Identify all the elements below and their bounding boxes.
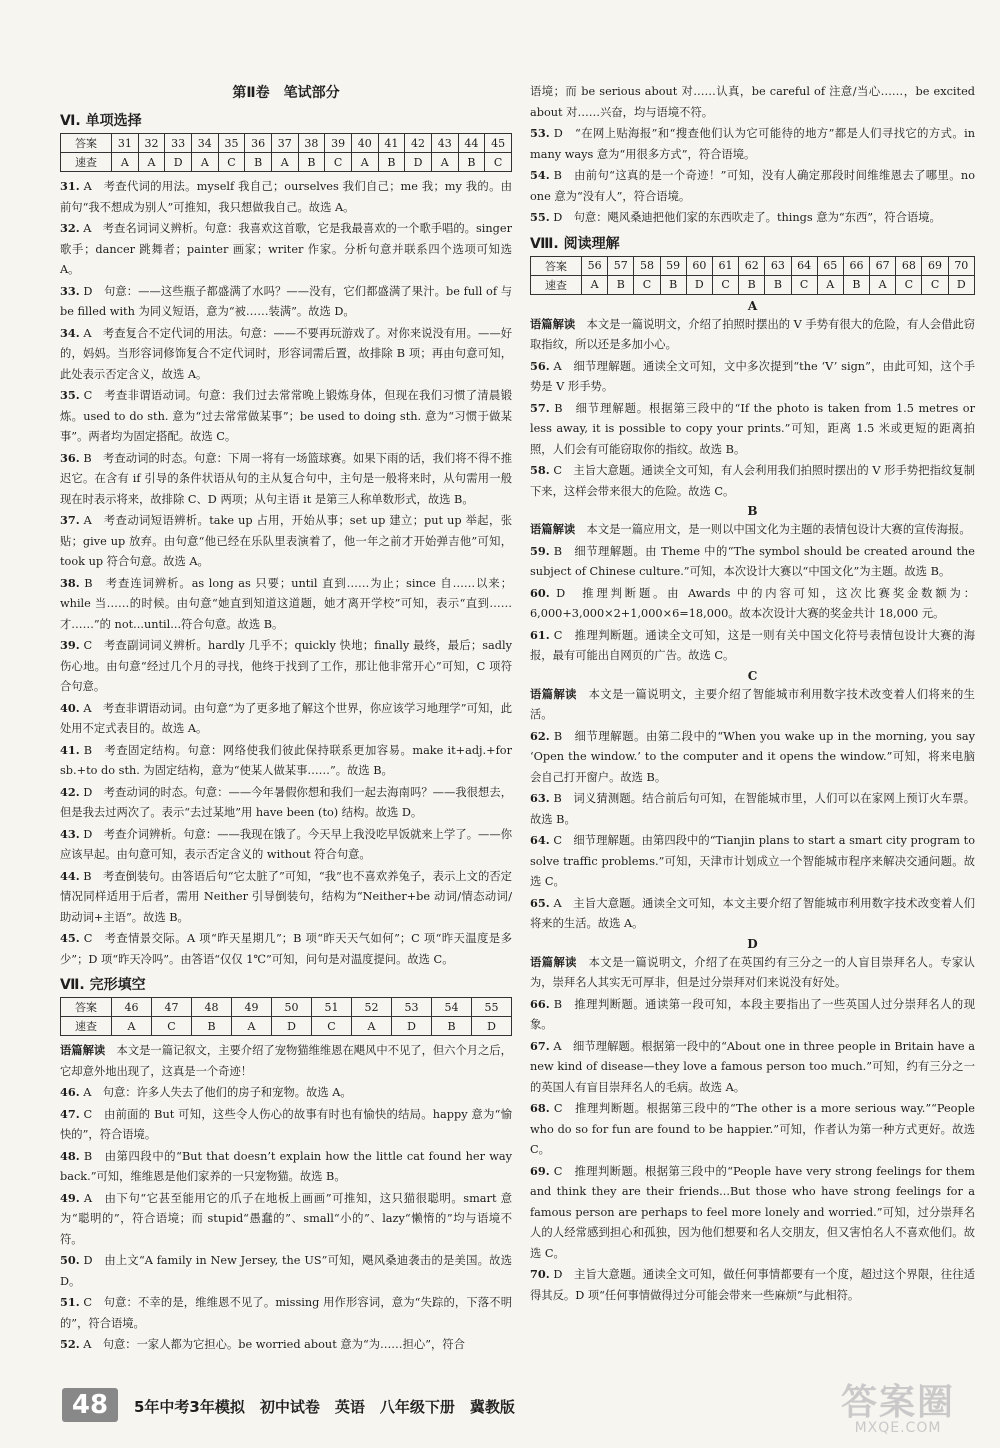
question-number: 31. — [60, 179, 80, 193]
answer-letter-cell: A — [352, 1017, 392, 1036]
explanation-text: C 考查副词词义辨析。hardly 几乎不；quickly 快地；finally 最终，最后；sadly 伤心地。由句意“经过几个月的寻找，他终于找到了工作，那让他非常开心”可知，C 项符合句意。 — [60, 639, 512, 693]
explanation-text: C 推理判断题。根据第三段中的“People have very strong feelings for them and think they are their friends...But those who have strong feelings for a famous person are perhaps to feel more lonely and worried.”可知，过分崇拜名人的人经常感到担心和孤独，因为他们想要和名人交朋友，但又害怕名人不喜欢他们。故选 C。 — [530, 1164, 975, 1260]
answer-number-cell: 60 — [686, 256, 712, 275]
question-number: 69. — [530, 1163, 550, 1178]
intro-text: 本文是一篇记叙文，主要介绍了宠物猫维维恩在飓风中不见了，但六个月之后，它却意外地出现了，这真是一个奇迹！ — [60, 1044, 512, 1078]
question-number: 49. — [60, 1190, 80, 1205]
question-number: 48. — [60, 1148, 80, 1163]
intro-text: 本文是一篇应用文，是一则以中国文化为主题的表情包设计大赛的宣传海报。 — [586, 523, 971, 536]
explanation-text: C 推理判断题。根据第三段中的“The other is a more serious way.”“People who do so for fun are found to be happier.”可知，作者认为第一种方式更好。故选 C。 — [530, 1102, 975, 1156]
answer-letter-cell: A — [232, 1017, 272, 1036]
answer-explanation — [530, 398, 975, 461]
explanation-text: D 由上文“A family in New Jersey, the US”可知，飓风桑迪袭击的是美国。故选 D。 — [60, 1254, 513, 1288]
answer-number-cell: 64 — [791, 256, 817, 275]
explanation-text: D 主旨大意题。通读全文可知，做任何事情都要有一个度，超过这个界限，往往适得其反。D 项“任何事情做得过分可能会带来一些麻烦”与此相符。 — [530, 1268, 976, 1302]
intro-label: 语篇解读 — [530, 522, 576, 536]
question-number: 67. — [530, 1038, 550, 1053]
passage-items — [530, 356, 975, 503]
answer-explanation — [60, 385, 512, 448]
answer-letter-cell: D — [686, 275, 712, 294]
answer-letter-cell: A — [138, 153, 165, 172]
section-6-title: Ⅵ. 单项选择 — [60, 113, 142, 129]
explanation-text: A 考查非谓语动词。由句意“为了更多地了解这个世界，你应该学习地理学”可知，此处用不定式表目的。故选 A。 — [60, 701, 512, 735]
answer-letter-cell: A — [351, 153, 378, 172]
answer-number-cell: 62 — [739, 256, 765, 275]
answer-number-cell: 54 — [432, 998, 472, 1017]
answer-explanation — [60, 1292, 512, 1334]
answer-number-cell: 36 — [245, 134, 272, 153]
question-number: 53. — [530, 126, 550, 140]
explanation-text: B 细节理解题。根据第三段中的“If the photo is taken from 1.5 metres or less away, it is possible to copy your prints.”可知，距离 1.5 米或更短的距离拍照，人们会有可能窃取你的指纹。故选 B。 — [530, 401, 975, 456]
answer-explanation — [60, 1146, 512, 1188]
explanation-text: A 考查动词短语辨析。take up 占用，开始从事；set up 建立；put up 举起，张贴；give up 放弃。由句意“他已经在乐队里表演着了，他一年之前才开始弹吉他”可知，took up 符合句意。故选 A。 — [60, 514, 512, 568]
answer-number-cell: 44 — [458, 134, 485, 153]
answer-table-8 — [530, 256, 975, 295]
explanation-text: B 考查倒装句。由答语后句“它太脏了”可知，“我”也不喜欢养兔子，表示上文的否定情况同样适用于后者，需用 Neither 引导倒装句，结构为“Neither+be 动词/情态动词/助动词+主语”。故选 B。 — [60, 869, 512, 924]
answer-letter-cell: B — [739, 275, 765, 294]
answer-letter-cell: D — [272, 1017, 312, 1036]
answer-number-cell: 46 — [112, 998, 152, 1017]
answer-number-cell: 55 — [472, 998, 512, 1017]
intro-text: 本文是一篇说明文，介绍了在英国约有三分之一的人盲目崇拜名人。专家认为，崇拜名人其实无可厚非，但是过分崇拜对们来说没有好处。 — [530, 955, 975, 989]
answer-table-6 — [60, 133, 512, 172]
watermark-logo — [822, 1382, 974, 1438]
answer-number-cell: 35 — [218, 134, 245, 153]
section-7-title: Ⅶ. 完形填空 — [60, 977, 146, 993]
explanation-text: A 主旨大意题。通读全文可知，本文主要介绍了智能城市利用数字技术改变着人们将来的生活。故选 A。 — [530, 896, 975, 930]
section-8-title: Ⅷ. 阅读理解 — [530, 235, 620, 252]
answer-letter-cell: B — [660, 275, 686, 294]
answer-letter-cell: B — [843, 275, 869, 294]
answer-explanation — [530, 123, 975, 165]
watermark-url: MXQE.COM — [854, 1420, 942, 1436]
answer-number-cell: 34 — [191, 134, 218, 153]
passage-intro — [530, 684, 975, 726]
question-number: 47. — [60, 1106, 80, 1121]
answer-explanation — [530, 207, 975, 229]
intro-label: 语篇解读 — [530, 316, 576, 331]
explanation-text: A 由下句“它甚至能用它的爪子在地板上画画”可推知，这只猫很聪明。smart 意为“聪明的”，符合语境；而 stupid“愚蠢的”、small“小的”、lazy“懒惰的”均与语境不符。 — [60, 1191, 512, 1246]
question-number: 65. — [530, 895, 550, 910]
answer-explanation — [530, 165, 975, 207]
explanation-text: B 细节理解题。由第二段中的“When you wake up in the morning, you say ‘Open the window.’ to the computer and it opens the window.”可知，将来电脑会自己打开窗户。故选 B。 — [530, 729, 975, 784]
answer-number-cell: 43 — [431, 134, 458, 153]
answer-letter-cell: C — [218, 153, 245, 172]
right-column — [530, 82, 975, 1306]
answer-explanation — [530, 726, 975, 789]
intro-label: 语篇解读 — [530, 686, 577, 701]
explanation-text: D 推理判断题。由 Awards 中的内容可知，这次比赛奖金数额为：6,000+3,000×2+1,000×6=18,000。故本次设计大赛的奖金共计 18,000 元。 — [530, 586, 976, 620]
answer-letter-cell: C — [634, 275, 660, 294]
explanation-text: D 考查动词的时态。句意：——今年暑假你想和我们一起去海南吗？——我很想去，但是我去过两次了。表示“去过某地”用 have been (to) 结构。故选 D。 — [60, 785, 512, 819]
answer-letter-cell: B — [432, 1017, 472, 1036]
explanation-text: B 推理判断题。通读第一段可知，本段主要指出了一些英国人过分崇拜名人的现象。 — [530, 997, 975, 1031]
question-number: 62. — [530, 728, 550, 743]
answer-explanation — [60, 323, 512, 386]
question-number: 44. — [60, 868, 80, 883]
intro-text: 本文是一篇说明文，介绍了拍照时摆出的 V 手势有很大的危险，有人会借此窃取指纹，所以还是多加小心。 — [530, 317, 975, 351]
answer-explanation — [60, 176, 512, 218]
answer-letter-cell: B — [378, 153, 405, 172]
answer-letter-cell: D — [948, 275, 974, 294]
answer-letter-cell: B — [298, 153, 325, 172]
answer-letter-cell: B — [458, 153, 485, 172]
answer-letter-cell: C — [922, 275, 948, 294]
answer-letter-cell: A — [582, 275, 608, 294]
explanation-text: D 考查介词辨析。句意：——我现在饿了。今天早上我没吃早饭就来上学了。——你应该早起。由句意可知，表示否定含义的 without 符合句意。 — [60, 827, 512, 861]
explanation-text: B 考查固定结构。句意：网络使我们彼此保持联系更加容易。make it+adj.+for sb.+to do sth. 为固定结构，意为“使某人做某事……”。故选 B。 — [60, 743, 512, 777]
question-number: 64. — [530, 833, 550, 847]
answer-number-cell: 51 — [312, 998, 352, 1017]
answer-explanation — [60, 1250, 512, 1292]
answer-letter-cell: A — [431, 153, 458, 172]
answer-explanation — [530, 788, 975, 830]
intro-label: 语篇解读 — [530, 954, 577, 969]
answer-table-7 — [60, 997, 512, 1036]
question-number: 36. — [60, 450, 80, 465]
question-number: 38. — [60, 575, 80, 590]
answer-number-cell: 37 — [271, 134, 298, 153]
answer-explanation — [60, 281, 512, 323]
intro-label: 语篇解读 — [60, 1043, 106, 1057]
question-number: 57. — [530, 400, 550, 415]
answer-letter-cell: C — [896, 275, 922, 294]
question-number: 59. — [530, 543, 550, 558]
question-number: 63. — [530, 791, 550, 805]
explanation-text: D 句意：飓风桑迪把他们家的东西吹走了。things 意为“东西”，符合语境。 — [553, 211, 941, 224]
question-number: 56. — [530, 358, 550, 373]
answer-explanation — [530, 1098, 975, 1161]
question-number: 39. — [60, 638, 80, 652]
answer-number-cell: 31 — [112, 134, 139, 153]
answer-number-cell: 50 — [272, 998, 312, 1017]
explanation-text: C 推理判断题。通读全文可知，这是一则有关中国文化符号表情包设计大赛的海报，最有可能出自网页的广告。故选 C。 — [530, 628, 975, 662]
passage-items — [530, 994, 975, 1307]
intro-text: 本文是一篇说明文，主要介绍了智能城市利用数字技术改变着人们将来的生活。 — [530, 687, 975, 721]
question-number: 46. — [60, 1085, 80, 1099]
cloze-continued-items — [530, 82, 975, 229]
answer-letter-cell: C — [712, 275, 738, 294]
answer-number-cell: 68 — [896, 256, 922, 275]
explanation-text: A 考查代词的用法。myself 我自己；ourselves 我们自己；me 我；my 我的。由前句“我不想成为别人”可推知，我只想做我自己。故选 A。 — [60, 180, 513, 214]
explanation-text: B 由前句“这真的是一个奇迹！”可知，没有人确定那段时间维维恩去了哪里。no one 意为“没有人”，符合语境。 — [530, 169, 975, 203]
explanation-text: B 考查连词辨析。as long as 只要；until 直到……为止；since 自……以来；while 当……的时候。由句意“她直到知道这道题，她才离开学校”可知，表示“直到……才……”的 not...until...符合句意。故选 B。 — [60, 576, 513, 631]
answer-explanation — [60, 1188, 512, 1251]
passage-letter: A — [747, 298, 758, 313]
answer-explanation — [60, 698, 512, 740]
answer-number-cell: 49 — [232, 998, 272, 1017]
explanation-text: B 考查动词的时态。句意：下周一将有一场篮球赛。如果下雨的话，我们将不得不推迟它。在含有 if 引导的条件状语从句的主从复合句中，主句是一般将来时，从句需用一般现在时表示将来，故排除 C、D 两项；从句主语 it 是第三人称单数形式，故选 B。 — [60, 451, 512, 506]
explanation-text: C 考查非谓语动词。句意：我们过去常常晚上锻炼身体，但现在我们习惯了清晨锻炼。used to do sth. 意为“过去常常做某事”；be used to doing sth. 意为“习惯于做某事”。两者均为固定搭配。故选 C。 — [60, 389, 513, 443]
answer-letter-cell: B — [608, 275, 634, 294]
question-number: 58. — [530, 463, 550, 477]
explanation-text: C 由前面的 But 可知，这些令人伤心的故事有时也有愉快的结局。happy 意为“愉快的”，符合语境。 — [60, 1107, 513, 1141]
answer-table-label: 速查 — [531, 275, 582, 294]
question-number: 54. — [530, 168, 550, 182]
answer-table-header: 答案 — [61, 134, 112, 153]
answer-explanation — [60, 782, 512, 824]
answer-explanation — [530, 1264, 975, 1306]
question-number: 32. — [60, 221, 80, 235]
passage-intro — [530, 519, 975, 541]
question-number: 60. — [530, 585, 550, 600]
explanation-text: A 考查名词词义辨析。句意：我喜欢这首歌，它是我最喜欢的一个歌手唱的。singer 歌手；dancer 跳舞者；painter 画家；writer 作家。分析句意并联系四个选项可知选 A。 — [60, 222, 512, 276]
answer-number-cell: 59 — [660, 256, 686, 275]
answer-explanation — [60, 510, 512, 573]
answer-letter-cell: D — [405, 153, 432, 172]
answer-number-cell: 57 — [608, 256, 634, 275]
answer-table-header: 答案 — [531, 256, 582, 275]
answer-explanation — [530, 893, 975, 935]
answer-letter-cell: A — [817, 275, 843, 294]
explanation-text: D “在网上贴海报”和“搜查他们认为它可能待的地方”都是人们寻找它的方式。in many ways 意为“用很多方式”，符合语境。 — [530, 127, 975, 161]
answer-number-cell: 53 — [392, 998, 432, 1017]
explanation-text: B 由第四段中的“But that doesn’t explain how the little cat found her way back.”可知，维维恩是他们家养的一只宠物猫。故选 B。 — [60, 1149, 513, 1183]
answer-explanation — [60, 866, 512, 929]
question-number: 50. — [60, 1253, 80, 1267]
explanation-text: C 句意：不幸的是，维维恩不见了。missing 用作形容词，意为“失踪的，下落不明的”，符合语境。 — [60, 1296, 512, 1330]
answer-explanation — [60, 1082, 512, 1104]
answer-letter-cell: C — [485, 153, 512, 172]
section-7-items — [60, 1082, 512, 1356]
explanation-text: C 细节理解题。由第四段中的“Tianjin plans to start a smart city program to solve traffic problems.”可知，天津市计划成立一个智能城市程序来解决交通问题。故选 C。 — [530, 834, 976, 888]
answer-explanation — [60, 824, 512, 866]
explanation-text: A 细节理解题。根据第一段中的“About one in three people in Britain have a new kind of disease—they love a famous person too much.”可知，约有三分之一的英国人有盲目崇拜名人的毛病。故选 A。 — [530, 1039, 975, 1094]
explanation-text: A 句意：一家人都为它担心。be worried about 意为“为……担心”，符合 — [83, 1338, 465, 1351]
explanation-text: C 考查情景交际。A 项“昨天星期几”；B 项“昨天天气如何”；C 项“昨天温度是多少”；D 项“昨天冷吗”。由答语“仅仅 1℃”可知，问句是对温度提问。故选 C。 — [60, 932, 512, 966]
question-number: 52. — [60, 1337, 80, 1351]
answer-letter-cell: D — [392, 1017, 432, 1036]
question-number: 35. — [60, 388, 80, 402]
answer-letter-cell: C — [152, 1017, 192, 1036]
answer-explanation — [530, 830, 975, 893]
answer-explanation — [530, 82, 975, 123]
question-number: 70. — [530, 1267, 550, 1281]
answer-explanation — [60, 1104, 512, 1146]
answer-explanation — [60, 635, 512, 698]
explanation-text: 语境；而 be serious about 对……认真，be careful of 注意/当心……，be excited about 对……兴奋，均与语境不符。 — [530, 85, 975, 119]
passage-letter: D — [747, 936, 758, 951]
answer-number-cell: 45 — [485, 134, 512, 153]
answer-explanation — [60, 448, 512, 511]
answer-number-cell: 56 — [582, 256, 608, 275]
answer-letter-cell: B — [245, 153, 272, 172]
answer-number-cell: 61 — [712, 256, 738, 275]
question-number: 55. — [530, 210, 550, 224]
answer-letter-cell: B — [192, 1017, 232, 1036]
answer-table-label: 速查 — [61, 1017, 112, 1036]
answer-letter-cell: D — [472, 1017, 512, 1036]
answer-letter-cell: A — [112, 1017, 152, 1036]
question-number: 40. — [60, 700, 80, 715]
answer-explanation — [530, 994, 975, 1036]
question-number: 42. — [60, 784, 80, 799]
question-number: 45. — [60, 931, 80, 945]
answer-number-cell: 39 — [325, 134, 352, 153]
answer-explanation — [60, 928, 512, 970]
passage-items — [530, 726, 975, 935]
question-number: 61. — [530, 627, 550, 642]
answer-number-cell: 40 — [351, 134, 378, 153]
answer-number-cell: 58 — [634, 256, 660, 275]
explanation-text: B 细节理解题。由 Theme 中的“The symbol should be created around the subject of Chinese culture.”可知，本次设计大赛以“中国文化”为主题。故选 B。 — [530, 544, 975, 578]
passage-items — [530, 541, 975, 667]
question-number: 43. — [60, 826, 80, 841]
part-title: 第Ⅱ卷 笔试部分 — [232, 85, 340, 101]
answer-number-cell: 69 — [922, 256, 948, 275]
answer-letter-cell: C — [791, 275, 817, 294]
explanation-text: C 主旨大意题。通读全文可知，有人会利用我们拍照时摆出的 V 形手势把指纹复制下来，这样会带来很大的危险。故选 C。 — [530, 464, 975, 498]
section-6-items — [60, 176, 512, 970]
answer-number-cell: 67 — [870, 256, 896, 275]
question-number: 68. — [530, 1101, 550, 1115]
answer-letter-cell: C — [312, 1017, 352, 1036]
explanation-text: A 考查复合不定代词的用法。句意：——不要再玩游戏了。对你来说没有用。——好的，妈妈。当形容词修饰复合不定代词时，形容词需后置，故排除 B 项；再由句意可知，此处表示否定含义，故选 A。 — [60, 326, 512, 381]
answer-explanation — [530, 1036, 975, 1099]
answer-number-cell: 41 — [378, 134, 405, 153]
answer-number-cell: 63 — [765, 256, 791, 275]
answer-explanation — [530, 1161, 975, 1265]
answer-explanation — [60, 1334, 512, 1356]
answer-table-label: 速查 — [61, 153, 112, 172]
answer-letter-cell: C — [325, 153, 352, 172]
answer-letter-cell: A — [870, 275, 896, 294]
question-number: 66. — [530, 996, 550, 1011]
question-number: 34. — [60, 325, 80, 340]
answer-number-cell: 42 — [405, 134, 432, 153]
answer-letter-cell: A — [112, 153, 139, 172]
answer-number-cell: 38 — [298, 134, 325, 153]
answer-explanation — [530, 625, 975, 667]
question-number: 37. — [60, 513, 80, 527]
answer-letter-cell: B — [765, 275, 791, 294]
answer-explanation — [60, 218, 512, 281]
section-8-passages — [530, 299, 975, 1307]
question-number: 41. — [60, 742, 80, 757]
section-7-intro — [60, 1040, 512, 1082]
answer-number-cell: 66 — [843, 256, 869, 275]
answer-explanation — [530, 356, 975, 398]
answer-number-cell: 48 — [192, 998, 232, 1017]
passage-intro — [530, 952, 975, 994]
left-column — [60, 82, 512, 1356]
passage-letter: B — [747, 504, 758, 518]
question-number: 33. — [60, 283, 80, 298]
answer-table-header: 答案 — [61, 998, 112, 1017]
answer-explanation — [530, 541, 975, 583]
answer-explanation — [60, 573, 512, 636]
question-number: 51. — [60, 1295, 80, 1309]
footer-book-title: 5年中考3年模拟 初中试卷 英语 八年级下册 冀教版 — [134, 1398, 515, 1416]
passage-intro — [530, 314, 975, 356]
answer-number-cell: 33 — [165, 134, 192, 153]
page-number: 48 — [62, 1388, 118, 1422]
answer-number-cell: 70 — [948, 256, 974, 275]
explanation-text: A 细节理解题。通读全文可知，文中多次提到“the ‘V’ sign”，由此可知，这个手势是 V 形手势。 — [530, 359, 975, 393]
answer-explanation — [530, 583, 975, 625]
answer-number-cell: 47 — [152, 998, 192, 1017]
explanation-text: A 句意：许多人失去了他们的房子和宠物。故选 A。 — [83, 1086, 352, 1099]
answer-explanation — [530, 460, 975, 502]
explanation-text: D 句意：——这些瓶子都盛满了水吗？——没有，它们都盛满了果汁。be full of 与 be filled with 为同义短语，意为“被……装满”。故选 D。 — [60, 284, 513, 318]
watermark-text: 答案圈 — [840, 1382, 955, 1423]
passage-letter: C — [747, 668, 758, 683]
answer-letter-cell: D — [165, 153, 192, 172]
answer-letter-cell: A — [191, 153, 218, 172]
answer-letter-cell: A — [271, 153, 298, 172]
explanation-text: B 词义猜测题。结合前后句可知，在智能城市里，人们可以在家网上预订火车票。故选 B。 — [530, 792, 975, 826]
answer-explanation — [60, 740, 512, 782]
answer-number-cell: 65 — [817, 256, 843, 275]
answer-number-cell: 52 — [352, 998, 392, 1017]
answer-number-cell: 32 — [138, 134, 165, 153]
